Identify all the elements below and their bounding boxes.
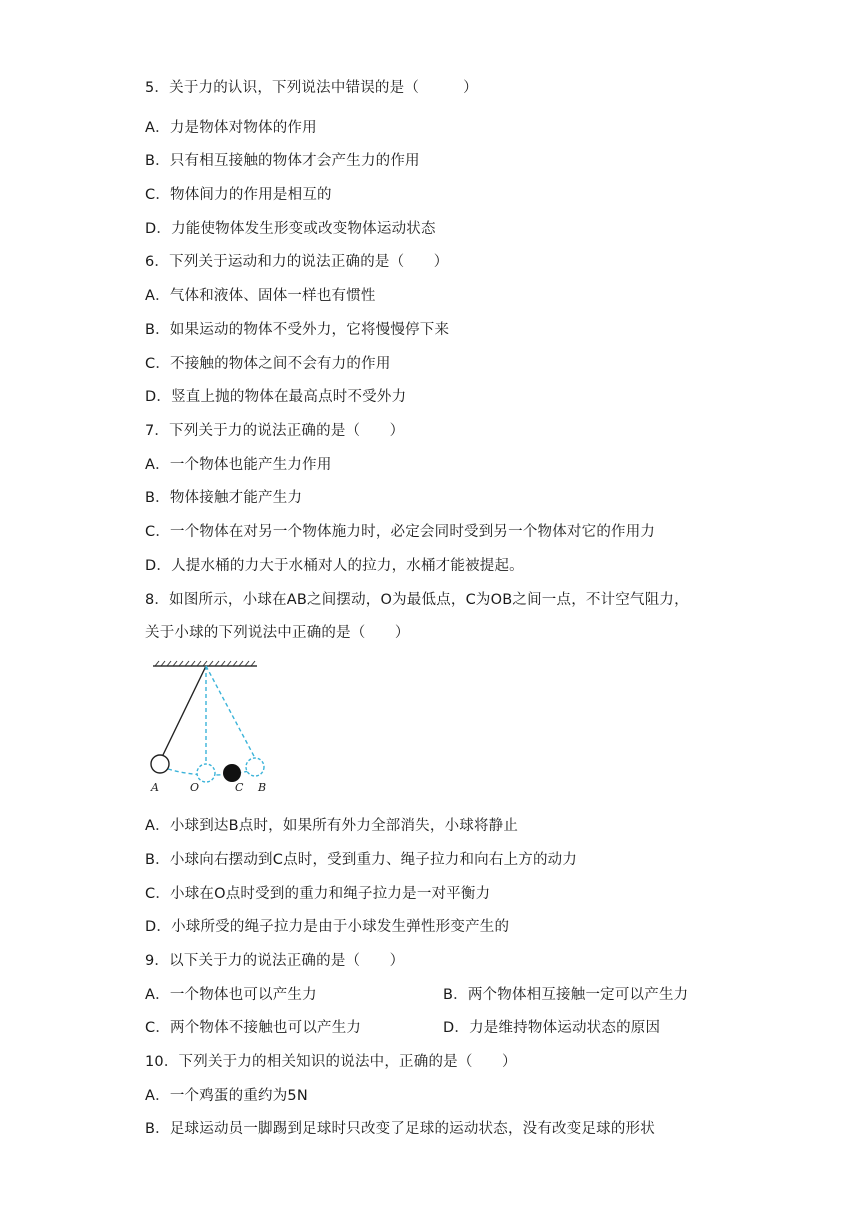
question-9-option-d: D．力是维持物体运动状态的原因 (443, 1020, 661, 1036)
question-9-option-c: C．两个物体不接触也可以产生力 (145, 1020, 362, 1036)
question-7-option-b: B．物体接触才能产生力 (145, 490, 303, 506)
question-7-option-c: C．一个物体在对另一个物体施力时，必定会同时受到另一个物体对它的作用力 (145, 524, 656, 540)
label-a: A (151, 781, 159, 794)
question-5-option-c: C．物体间力的作用是相互的 (145, 187, 332, 203)
question-9-stem: 9．以下关于力的说法正确的是（ ） (145, 953, 405, 969)
question-6-stem: 6．下列关于运动和力的说法正确的是（ ） (145, 254, 449, 270)
ball-at-a (151, 755, 169, 773)
ball-at-o (197, 764, 215, 782)
ball-at-b (246, 758, 264, 776)
question-7-stem: 7．下列关于力的说法正确的是（ ） (145, 423, 405, 439)
question-8-option-c: C．小球在O点时受到的重力和绳子拉力是一对平衡力 (145, 886, 491, 902)
question-10-stem: 10．下列关于力的相关知识的说法中，正确的是（ ） (145, 1054, 517, 1070)
question-8-option-a: A．小球到达B点时，如果所有外力全部消失，小球将静止 (145, 818, 519, 834)
question-7-option-a: A．一个物体也能产生力作用 (145, 457, 332, 473)
question-8-stem-line-2: 关于小球的下列说法中正确的是（ ） (145, 625, 410, 641)
question-6-option-d: D．竖直上抛的物体在最高点时不受外力 (145, 389, 407, 405)
question-10-option-b: B．足球运动员一脚踢到足球时只改变了足球的运动状态，没有改变足球的形状 (145, 1121, 655, 1137)
question-8-option-b: B．小球向右摆动到C点时，受到重力、绳子拉力和向右上方的动力 (145, 852, 578, 868)
label-b: B (258, 781, 267, 794)
question-8-option-d: D．小球所受的绳子拉力是由于小球发生弹性形变产生的 (145, 919, 510, 935)
question-9-option-a: A．一个物体也可以产生力 (145, 987, 317, 1003)
label-o: O (190, 781, 200, 794)
question-8-stem-line-1: 8．如图所示，小球在AB之间摆动，O为最低点，C为OB之间一点，不计空气阻力， (145, 592, 689, 608)
question-10-option-a: A．一个鸡蛋的重约为5N (145, 1088, 308, 1104)
question-5-option-a: A．力是物体对物体的作用 (145, 120, 317, 136)
question-9-option-b: B．两个物体相互接触一定可以产生力 (443, 987, 689, 1003)
question-6-option-c: C．不接触的物体之间不会有力的作用 (145, 356, 391, 372)
label-c: C (235, 781, 244, 794)
string-to-b (206, 666, 255, 758)
pendulum-figure (145, 660, 275, 795)
question-5-option-b: B．只有相互接触的物体才会产生力的作用 (145, 153, 420, 169)
ball-at-c (223, 764, 241, 782)
pendulum-diagram (145, 660, 275, 795)
question-5-stem: 5．关于力的认识，下列说法中错误的是（ ） (145, 80, 478, 96)
question-7-option-d: D．人提水桶的力大于水桶对人的拉力，水桶才能被提起。 (145, 558, 524, 574)
question-6-option-b: B．如果运动的物体不受外力，它将慢慢停下来 (145, 322, 450, 338)
string-to-a (162, 666, 206, 757)
question-5-option-d: D．力能使物体发生形变或改变物体运动状态 (145, 221, 436, 237)
question-6-option-a: A．气体和液体、固体一样也有惯性 (145, 288, 376, 304)
